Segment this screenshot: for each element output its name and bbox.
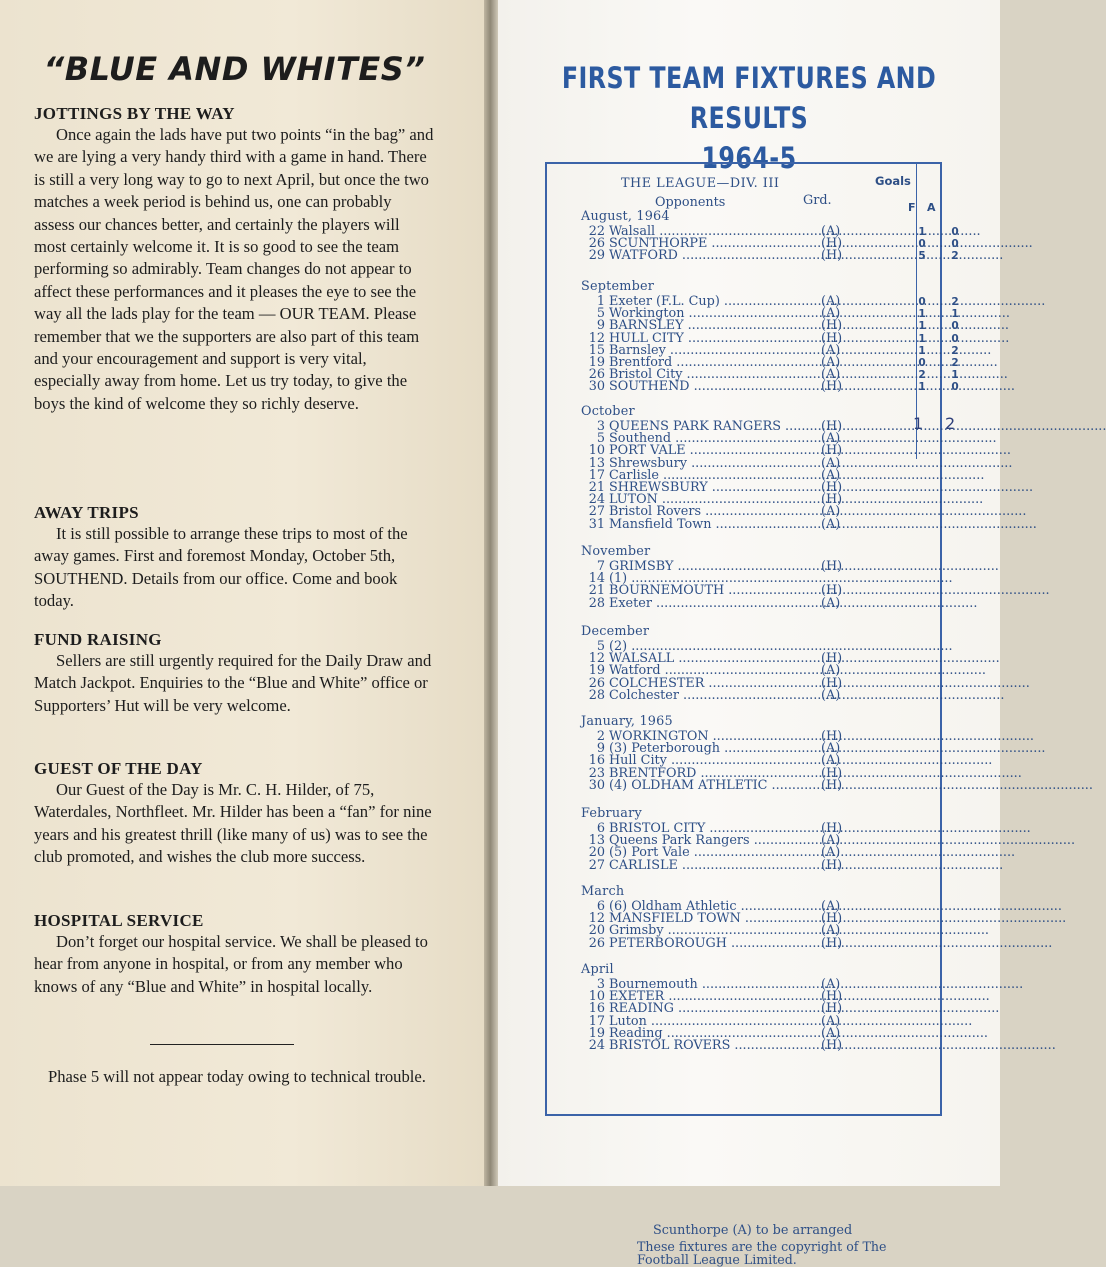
- section-body: Sellers are still urgently required for the Daily Draw and Match Jackpot. Enquiries to the “Blue and White” office or Supporters’ Hut will be very welcome.: [34, 651, 432, 715]
- fixture-ground: (A): [821, 687, 841, 703]
- handwritten-goals-against: 2: [945, 414, 956, 433]
- fixture-ground: (H): [821, 559, 843, 574]
- goals-for: 2: [918, 369, 926, 382]
- section-body: Our Guest of the Day is Mr. C. H. Hilder, of 75, Waterdales, Northfleet. Mr. Hilder has been a “fan” for nine years and his greatest thrill (like many of us) was to see the club promoted, and wishes the club more success.: [34, 780, 432, 867]
- fixture-opponent: (4) OLDHAM ATHLETIC .....: [609, 780, 821, 792]
- month-heading: March: [581, 884, 625, 899]
- month-heading: August, 1964: [581, 209, 670, 224]
- fixture-ground: (A): [821, 1025, 841, 1041]
- handwritten-goals-for: 1: [913, 414, 924, 433]
- fixture-ground: (A): [821, 899, 841, 914]
- fixture-row: [581, 595, 911, 611]
- fixture-opponent: HULL CITY .....: [609, 333, 821, 345]
- fixture-ground: (H): [821, 989, 843, 1005]
- section-guest-of-day: [34, 759, 434, 869]
- fixture-ground: (H): [821, 857, 843, 873]
- fixture-ground: (H): [821, 777, 843, 793]
- fixture-ground: (A): [821, 355, 841, 370]
- fixture-opponent: (2) .....: [609, 641, 821, 653]
- fixtures-title-line: FIRST TEAM FIXTURES AND RESULTS: [561, 61, 937, 135]
- fixture-date: 19: [588, 1025, 605, 1041]
- fixture-row: [581, 777, 911, 793]
- fixture-ground: (H): [821, 911, 843, 927]
- fixture-date: 6: [596, 821, 605, 836]
- fixture-date: 12: [588, 651, 605, 667]
- fixture-date: 9: [596, 318, 605, 334]
- ground-header: Grd.: [803, 193, 832, 208]
- section-title: AWAY TRIPS: [34, 503, 139, 522]
- fixture-opponent: SHREWSBURY .....: [609, 482, 821, 494]
- fixture-ground: (A): [821, 504, 841, 520]
- fixture-opponent: QUEENS PARK RANGERS .....: [609, 421, 821, 433]
- fixture-opponent: Shrewsbury .....: [609, 458, 821, 470]
- month-heading: February: [581, 806, 642, 821]
- fixture-date: 20: [588, 923, 605, 939]
- fixture-opponent: Walsall .....: [609, 226, 821, 238]
- fixture-opponent: Barnsley .....: [609, 345, 821, 357]
- section-title: FUND RAISING: [34, 630, 162, 649]
- goals-for: 0: [918, 357, 926, 369]
- fixture-opponent: PETERBOROUGH .....: [609, 938, 821, 950]
- goals-against: 2: [951, 250, 959, 263]
- scunthorpe-note: Scunthorpe (A) to be arranged: [653, 1223, 853, 1238]
- fixture-ground: (H): [821, 318, 843, 334]
- fixture-date: 16: [588, 753, 605, 769]
- fixture-date: 7: [596, 559, 605, 574]
- fixture-opponent: WORKINGTON .....: [609, 731, 821, 743]
- fixture-opponent: BRISTOL ROVERS .....: [609, 1040, 821, 1052]
- fixture-date: 26: [588, 236, 605, 252]
- fixture-opponent: CARLISLE .....: [609, 860, 821, 872]
- goals-for: 0: [918, 296, 926, 308]
- divider-rule: [150, 1044, 294, 1045]
- fixture-date: 1: [596, 294, 605, 309]
- fixture-date: 24: [588, 1038, 605, 1053]
- fixture-date: 26: [588, 367, 605, 383]
- goals-against: 2: [951, 357, 959, 369]
- fixture-ground: (A): [821, 367, 841, 383]
- fixture-date: 26: [588, 675, 605, 691]
- fixture-date: 24: [588, 492, 605, 508]
- fixture-ground: (H): [821, 248, 843, 264]
- fixtures-table: [545, 162, 959, 1267]
- section-body: Don’t forget our hospital service. We shall be pleased to hear from anyone in hospital, or from any member who knows of any “Blue and White” in hospital locally.: [34, 932, 428, 996]
- fixture-opponent: Bristol City .....: [609, 369, 821, 381]
- fixture-opponent: Grimsby .....: [609, 925, 821, 937]
- month-heading: January, 1965: [581, 714, 673, 729]
- section-hospital-service: [34, 911, 434, 998]
- fixture-date: 31: [588, 516, 605, 532]
- goals-against: 1: [951, 308, 959, 321]
- fixture-date: 20: [588, 845, 605, 861]
- fixture-ground: (A): [821, 977, 841, 992]
- goals-for: 1: [918, 320, 926, 333]
- fixture-opponent: Watford .....: [609, 665, 821, 677]
- fixture-opponent: BARNSLEY .....: [609, 320, 821, 332]
- goals-for: 1: [918, 308, 926, 321]
- fixture-date: 27: [588, 857, 605, 873]
- fixture-row: [581, 1040, 911, 1052]
- fixture-opponent: Carlisle .....: [609, 470, 821, 482]
- goals-for: 1: [918, 381, 926, 394]
- fixture-date: 27: [588, 504, 605, 520]
- fixture-date: 29: [588, 248, 605, 264]
- fixture-ground: (A): [821, 923, 841, 939]
- fixture-opponent: Exeter .....: [609, 598, 821, 610]
- fixture-ground: (A): [821, 663, 841, 679]
- fixture-date: 5: [596, 306, 605, 322]
- fixture-opponent: BRISTOL CITY .....: [609, 823, 821, 835]
- goals-for: 1: [918, 344, 926, 357]
- goals-against: 0: [951, 226, 959, 238]
- fixture-opponent: Reading .....: [609, 1028, 821, 1040]
- fixture-row: [581, 516, 911, 532]
- fixtures-season: 1964-5: [701, 141, 797, 175]
- fixture-date: 28: [588, 687, 605, 703]
- section-body: Once again the lads have put two points “in the bag” and we are lying a very handy third with a game in hand. There is still a very long way to go to next April, but once the two matches a week period is behind us, one can probably assess our chances better, and certainly the players will most certainly welcome it. It is so good to see the team performing so admirably. Team changes do not appear to affect these performances and it pleases the eye to see the way all the lads play for the team — OUR TEAM. Please remember that we the supporters are also part of this team and your encouragement and support is very vital, especially away from home. Let us try today, to give the boys the kind of welcome they so richly deserve.: [34, 125, 434, 413]
- fixture-date: 5: [596, 639, 605, 654]
- goals-against: 1: [951, 369, 959, 382]
- fixture-row: [581, 250, 911, 262]
- fixture-opponent: (3) Peterborough .....: [609, 743, 821, 755]
- page-heading: “BLUE AND WHITES”: [43, 50, 426, 88]
- fixture-ground: (A): [821, 306, 841, 322]
- fixture-ground: (H): [821, 821, 843, 836]
- goals-for: 1: [918, 226, 926, 238]
- fixture-ground: (H): [821, 443, 843, 459]
- fixture-date: 23: [588, 765, 605, 781]
- fixture-ground: (A): [821, 224, 841, 239]
- fixture-row: [581, 935, 911, 951]
- month-heading: December: [581, 624, 650, 639]
- section-jottings: [34, 104, 434, 415]
- fixture-ground: (H): [821, 729, 843, 744]
- fixture-row: [581, 857, 911, 873]
- fixture-ground: (H): [821, 583, 843, 599]
- fixture-opponent: WALSALL .....: [609, 653, 821, 665]
- fixture-date: 13: [588, 833, 605, 849]
- fixture-opponent: Brentford .....: [609, 357, 821, 369]
- fixture-ground: (A): [821, 455, 841, 471]
- phase-note: Phase 5 will not appear today owing to technical trouble.: [48, 1067, 426, 1086]
- fixture-date: 10: [588, 989, 605, 1005]
- fixture-date: 30: [588, 777, 605, 793]
- fixture-opponent: PORT VALE .....: [609, 445, 821, 457]
- fixture-ground: (H): [821, 935, 843, 951]
- fixture-opponent: WATFORD .....: [609, 250, 821, 262]
- fixture-opponent: Workington .....: [609, 308, 821, 320]
- fixture-ground: (H): [821, 765, 843, 781]
- fixture-ground: (H): [821, 1001, 843, 1017]
- fixture-date: 28: [588, 595, 605, 611]
- fixture-opponent: SOUTHEND .....: [609, 381, 821, 393]
- fixture-opponent: Colchester .....: [609, 690, 821, 702]
- fixture-date: 6: [596, 899, 605, 914]
- fixture-opponent: Southend .....: [609, 433, 821, 445]
- fixture-ground: (H): [821, 492, 843, 508]
- goals-against: 2: [951, 296, 959, 308]
- fixture-opponent: BRENTFORD .....: [609, 768, 821, 780]
- fixture-opponent: Bournemouth .....: [609, 979, 821, 991]
- fixture-opponent: Hull City .....: [609, 755, 821, 767]
- fixture-date: 21: [588, 583, 605, 599]
- opponents-header: Opponents: [655, 195, 726, 210]
- fixture-ground: (A): [821, 845, 841, 861]
- fixture-date: 19: [588, 663, 605, 679]
- fixtures-title: [543, 58, 955, 178]
- fixture-ground: (A): [821, 431, 841, 447]
- fixture-date: 2: [596, 729, 605, 744]
- goals-against: 0: [951, 381, 959, 394]
- fixture-opponent: EXETER .....: [609, 991, 821, 1003]
- fixture-opponent: READING .....: [609, 1003, 821, 1015]
- goals-against-header: A: [927, 201, 936, 214]
- fixture-ground: (H): [821, 419, 843, 434]
- fixture-ground: (A): [821, 753, 841, 769]
- fixture-ground: (A): [821, 467, 841, 483]
- fixture-ground: (A): [821, 342, 841, 358]
- goals-against: 0: [951, 320, 959, 333]
- fixture-opponent: MANSFIELD TOWN .....: [609, 913, 821, 925]
- fixture-date: 30: [588, 379, 605, 395]
- fixture-opponent: (6) Oldham Athletic .....: [609, 901, 821, 913]
- goals-for: 5: [918, 250, 926, 263]
- fixture-date: 10: [588, 443, 605, 459]
- month-heading: November: [581, 544, 651, 559]
- fixture-ground: (A): [821, 595, 841, 611]
- fixture-opponent: GRIMSBY .....: [609, 561, 821, 573]
- fixture-date: 17: [588, 467, 605, 483]
- fixture-ground: (H): [821, 651, 843, 667]
- goals-for: 1: [918, 332, 926, 345]
- fixture-opponent: BOURNEMOUTH .....: [609, 585, 821, 597]
- section-title: JOTTINGS BY THE WAY: [34, 104, 235, 123]
- fixture-opponent: (1) .....: [609, 573, 821, 585]
- fixture-date: 15: [588, 342, 605, 358]
- fixture-opponent: Luton .....: [609, 1016, 821, 1028]
- fixture-opponent: Queens Park Rangers .....: [609, 835, 821, 847]
- section-body: It is still possible to arrange these trips to most of the away games. First and foremost Monday, October 5th, SOUTHEND. Details from our office. Come and book today.: [34, 524, 408, 611]
- fixture-date: 5: [596, 431, 605, 447]
- fixture-ground: (A): [821, 833, 841, 849]
- fixture-opponent: Exeter (F.L. Cup) .....: [609, 296, 821, 308]
- fixture-ground: (H): [821, 1038, 843, 1053]
- right-page: [498, 0, 1000, 1267]
- fixture-ground: (H): [821, 330, 843, 346]
- league-name: THE LEAGUE—DIV. III: [621, 176, 780, 191]
- fixture-opponent: Mansfield Town .....: [609, 519, 821, 531]
- fixture-date: 17: [588, 1013, 605, 1029]
- fixture-row: [581, 381, 911, 393]
- month-heading: October: [581, 404, 635, 419]
- fixture-ground: (A): [821, 741, 841, 757]
- fixture-date: 12: [588, 330, 605, 346]
- section-title: GUEST OF THE DAY: [34, 759, 203, 778]
- goals-against: 0: [951, 332, 959, 345]
- fixture-date: 3: [596, 419, 605, 434]
- fixture-date: 14: [588, 571, 605, 587]
- fixture-ground: (H): [821, 236, 843, 252]
- section-fund-raising: [34, 630, 434, 717]
- fixture-ground: (A): [821, 516, 841, 532]
- fixture-ground: (A): [821, 294, 841, 309]
- month-heading: April: [581, 962, 614, 977]
- fixture-ground: (H): [821, 675, 843, 691]
- month-heading: September: [581, 279, 655, 294]
- fixture-date: 3: [596, 977, 605, 992]
- goals-header: Goals: [875, 174, 911, 188]
- goals-for: 0: [918, 238, 926, 251]
- fixture-date: 16: [588, 1001, 605, 1017]
- fixture-ground: (H): [821, 379, 843, 395]
- section-away-trips: [34, 503, 434, 613]
- goals-against: 2: [951, 344, 959, 357]
- fixture-row: [581, 687, 911, 703]
- fixture-date: 22: [588, 224, 605, 239]
- fixture-opponent: COLCHESTER .....: [609, 678, 821, 690]
- fixture-date: 19: [588, 355, 605, 370]
- fixture-date: 9: [596, 741, 605, 757]
- fixture-date: 13: [588, 455, 605, 471]
- goals-for-header: F: [908, 201, 916, 214]
- section-title: HOSPITAL SERVICE: [34, 911, 204, 930]
- left-page: [0, 0, 487, 1186]
- fixture-ground: (H): [821, 480, 843, 495]
- fixture-date: 26: [588, 935, 605, 951]
- fixture-date: 12: [588, 911, 605, 927]
- fixture-date: 21: [588, 480, 605, 495]
- fixture-ground: (A): [821, 1013, 841, 1029]
- fixture-opponent: Bristol Rovers .....: [609, 506, 821, 518]
- fixture-opponent: LUTON .....: [609, 494, 821, 506]
- copyright-note: These fixtures are the copyright of The Football League Limited.: [637, 1239, 887, 1267]
- fixture-opponent: SCUNTHORPE .....: [609, 238, 821, 250]
- fixture-opponent: (5) Port Vale .....: [609, 847, 821, 859]
- page-gutter: [484, 0, 498, 1186]
- goals-against: 0: [951, 238, 959, 251]
